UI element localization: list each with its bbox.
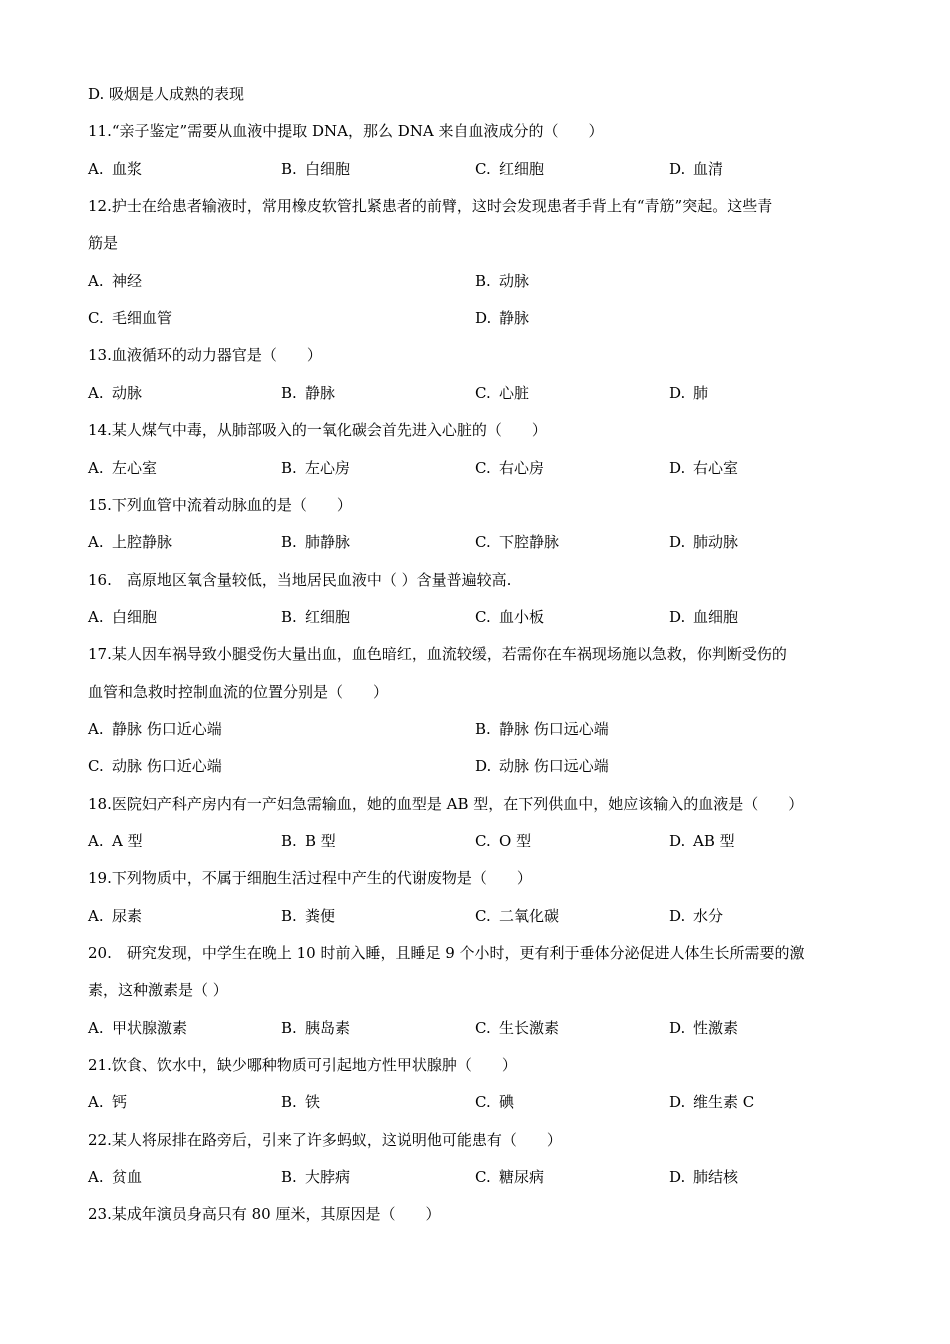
- q18-option-a: A. A 型: [88, 832, 143, 850]
- q12-options-row2: [88, 307, 888, 327]
- q12-stem-line2: 筋是: [88, 234, 119, 252]
- q10-option-d: D. 吸烟是人成熟的表现: [88, 85, 245, 103]
- q11-option-a: A. 血浆: [88, 160, 143, 178]
- q11-option-c: C. 红细胞: [475, 160, 545, 178]
- q21-option-b: B. 铁: [281, 1093, 321, 1111]
- q18-options: [88, 830, 888, 850]
- q13-option-b: B. 静脉: [281, 384, 336, 402]
- q18-stem: 18.医院妇产科产房内有一产妇急需输血，她的血型是 AB 型，在下列供血中，她应该输入的血液是（ ）: [88, 795, 804, 813]
- q19-option-b: B. 粪便: [281, 907, 336, 925]
- q12-option-d: D. 静脉: [475, 309, 530, 327]
- q21-option-c: C. 碘: [475, 1093, 515, 1111]
- q16-option-d: D. 血细胞: [669, 608, 739, 626]
- q22-option-c: C. 糖尿病: [475, 1168, 545, 1186]
- q17-option-d: D. 动脉 伤口远心端: [475, 757, 609, 775]
- q14-option-b: B. 左心房: [281, 459, 351, 477]
- q21-option-d: D. 维生素 C: [669, 1093, 755, 1111]
- q15-option-c: C. 下腔静脉: [475, 533, 560, 551]
- q20-option-a: A. 甲状腺激素: [88, 1019, 188, 1037]
- q12-options-row1: [88, 270, 888, 290]
- q19-option-a: A. 尿素: [88, 907, 143, 925]
- q22-option-a: A. 贫血: [88, 1168, 143, 1186]
- q15-option-a: A. 上腔静脉: [88, 533, 173, 551]
- q13-option-d: D. 肺: [669, 384, 709, 402]
- q14-option-a: A. 左心室: [88, 459, 158, 477]
- q12-option-a: A. 神经: [88, 272, 143, 290]
- q22-options: [88, 1166, 888, 1186]
- q17-options-row1: [88, 718, 888, 738]
- q12-option-c: C. 毛细血管: [88, 309, 173, 327]
- q17-option-b: B. 静脉 伤口远心端: [475, 720, 609, 738]
- q19-option-d: D. 水分: [669, 907, 724, 925]
- q16-option-a: A. 白细胞: [88, 608, 158, 626]
- q13-option-c: C. 心脏: [475, 384, 530, 402]
- q20-stem-line2: 素，这种激素是（ ）: [88, 981, 228, 999]
- q20-option-b: B. 胰岛素: [281, 1019, 351, 1037]
- q18-option-d: D. AB 型: [669, 832, 735, 850]
- q13-options: [88, 382, 888, 402]
- q17-option-a: A. 静脉 伤口近心端: [88, 720, 222, 738]
- q11-option-d: D. 血清: [669, 160, 724, 178]
- q22-option-b: B. 大脖病: [281, 1168, 351, 1186]
- q16-option-b: B. 红细胞: [281, 608, 351, 626]
- q18-option-b: B. B 型: [281, 832, 336, 850]
- q14-stem: 14.某人煤气中毒，从肺部吸入的一氧化碳会首先进入心脏的（ ）: [88, 421, 547, 439]
- q17-stem-line2: 血管和急救时控制血流的位置分别是（ ）: [88, 683, 389, 701]
- q23-stem: 23.某成年演员身高只有 80 厘米，其原因是（ ）: [88, 1205, 441, 1223]
- q11-stem: 11.“亲子鉴定”需要从血液中提取 DNA，那么 DNA 来自血液成分的（ ）: [88, 122, 604, 140]
- q21-stem: 21.饮食、饮水中，缺少哪种物质可引起地方性甲状腺肿（ ）: [88, 1056, 517, 1074]
- q16-options: [88, 606, 888, 626]
- q20-stem-line1: 20. 研究发现，中学生在晚上 10 时前入睡，且睡足 9 个小时，更有利于垂体分泌促进人体生长所需要的激: [88, 944, 805, 962]
- q17-options-row2: [88, 755, 888, 775]
- q18-option-c: C. O 型: [475, 832, 532, 850]
- q15-option-b: B. 肺静脉: [281, 533, 351, 551]
- q19-options: [88, 905, 888, 925]
- q14-option-c: C. 右心房: [475, 459, 545, 477]
- q12-stem-line1: 12.护士在给患者输液时，常用橡皮软管扎紧患者的前臂，这时会发现患者手背上有“青筋”突起。这些青: [88, 197, 773, 215]
- q20-option-c: C. 生长激素: [475, 1019, 560, 1037]
- q16-option-c: C. 血小板: [475, 608, 545, 626]
- q13-stem: 13.血液循环的动力器官是（ ）: [88, 346, 322, 364]
- q15-option-d: D. 肺动脉: [669, 533, 739, 551]
- q16-stem: 16. 高原地区氧含量较低，当地居民血液中（ ）含量普遍较高.: [88, 571, 512, 589]
- q21-option-a: A. 钙: [88, 1093, 128, 1111]
- q19-option-c: C. 二氧化碳: [475, 907, 560, 925]
- q21-options: [88, 1091, 888, 1111]
- q19-stem: 19.下列物质中，不属于细胞生活过程中产生的代谢废物是（ ）: [88, 869, 532, 887]
- q12-option-b: B. 动脉: [475, 272, 530, 290]
- q20-option-d: D. 性激素: [669, 1019, 739, 1037]
- q14-options: [88, 457, 888, 477]
- q11-option-b: B. 白细胞: [281, 160, 351, 178]
- q15-options: [88, 531, 888, 551]
- q20-options: [88, 1017, 888, 1037]
- q15-stem: 15.下列血管中流着动脉血的是（ ）: [88, 496, 352, 514]
- q13-option-a: A. 动脉: [88, 384, 143, 402]
- q11-options: [88, 158, 888, 178]
- q22-stem: 22.某人将尿排在路旁后，引来了许多蚂蚁，这说明他可能患有（ ）: [88, 1131, 562, 1149]
- q14-option-d: D. 右心室: [669, 459, 739, 477]
- q22-option-d: D. 肺结核: [669, 1168, 739, 1186]
- q17-stem-line1: 17.某人因车祸导致小腿受伤大量出血，血色暗红，血流较缓，若需你在车祸现场施以急救，你判断受伤的: [88, 645, 787, 663]
- q17-option-c: C. 动脉 伤口近心端: [88, 757, 222, 775]
